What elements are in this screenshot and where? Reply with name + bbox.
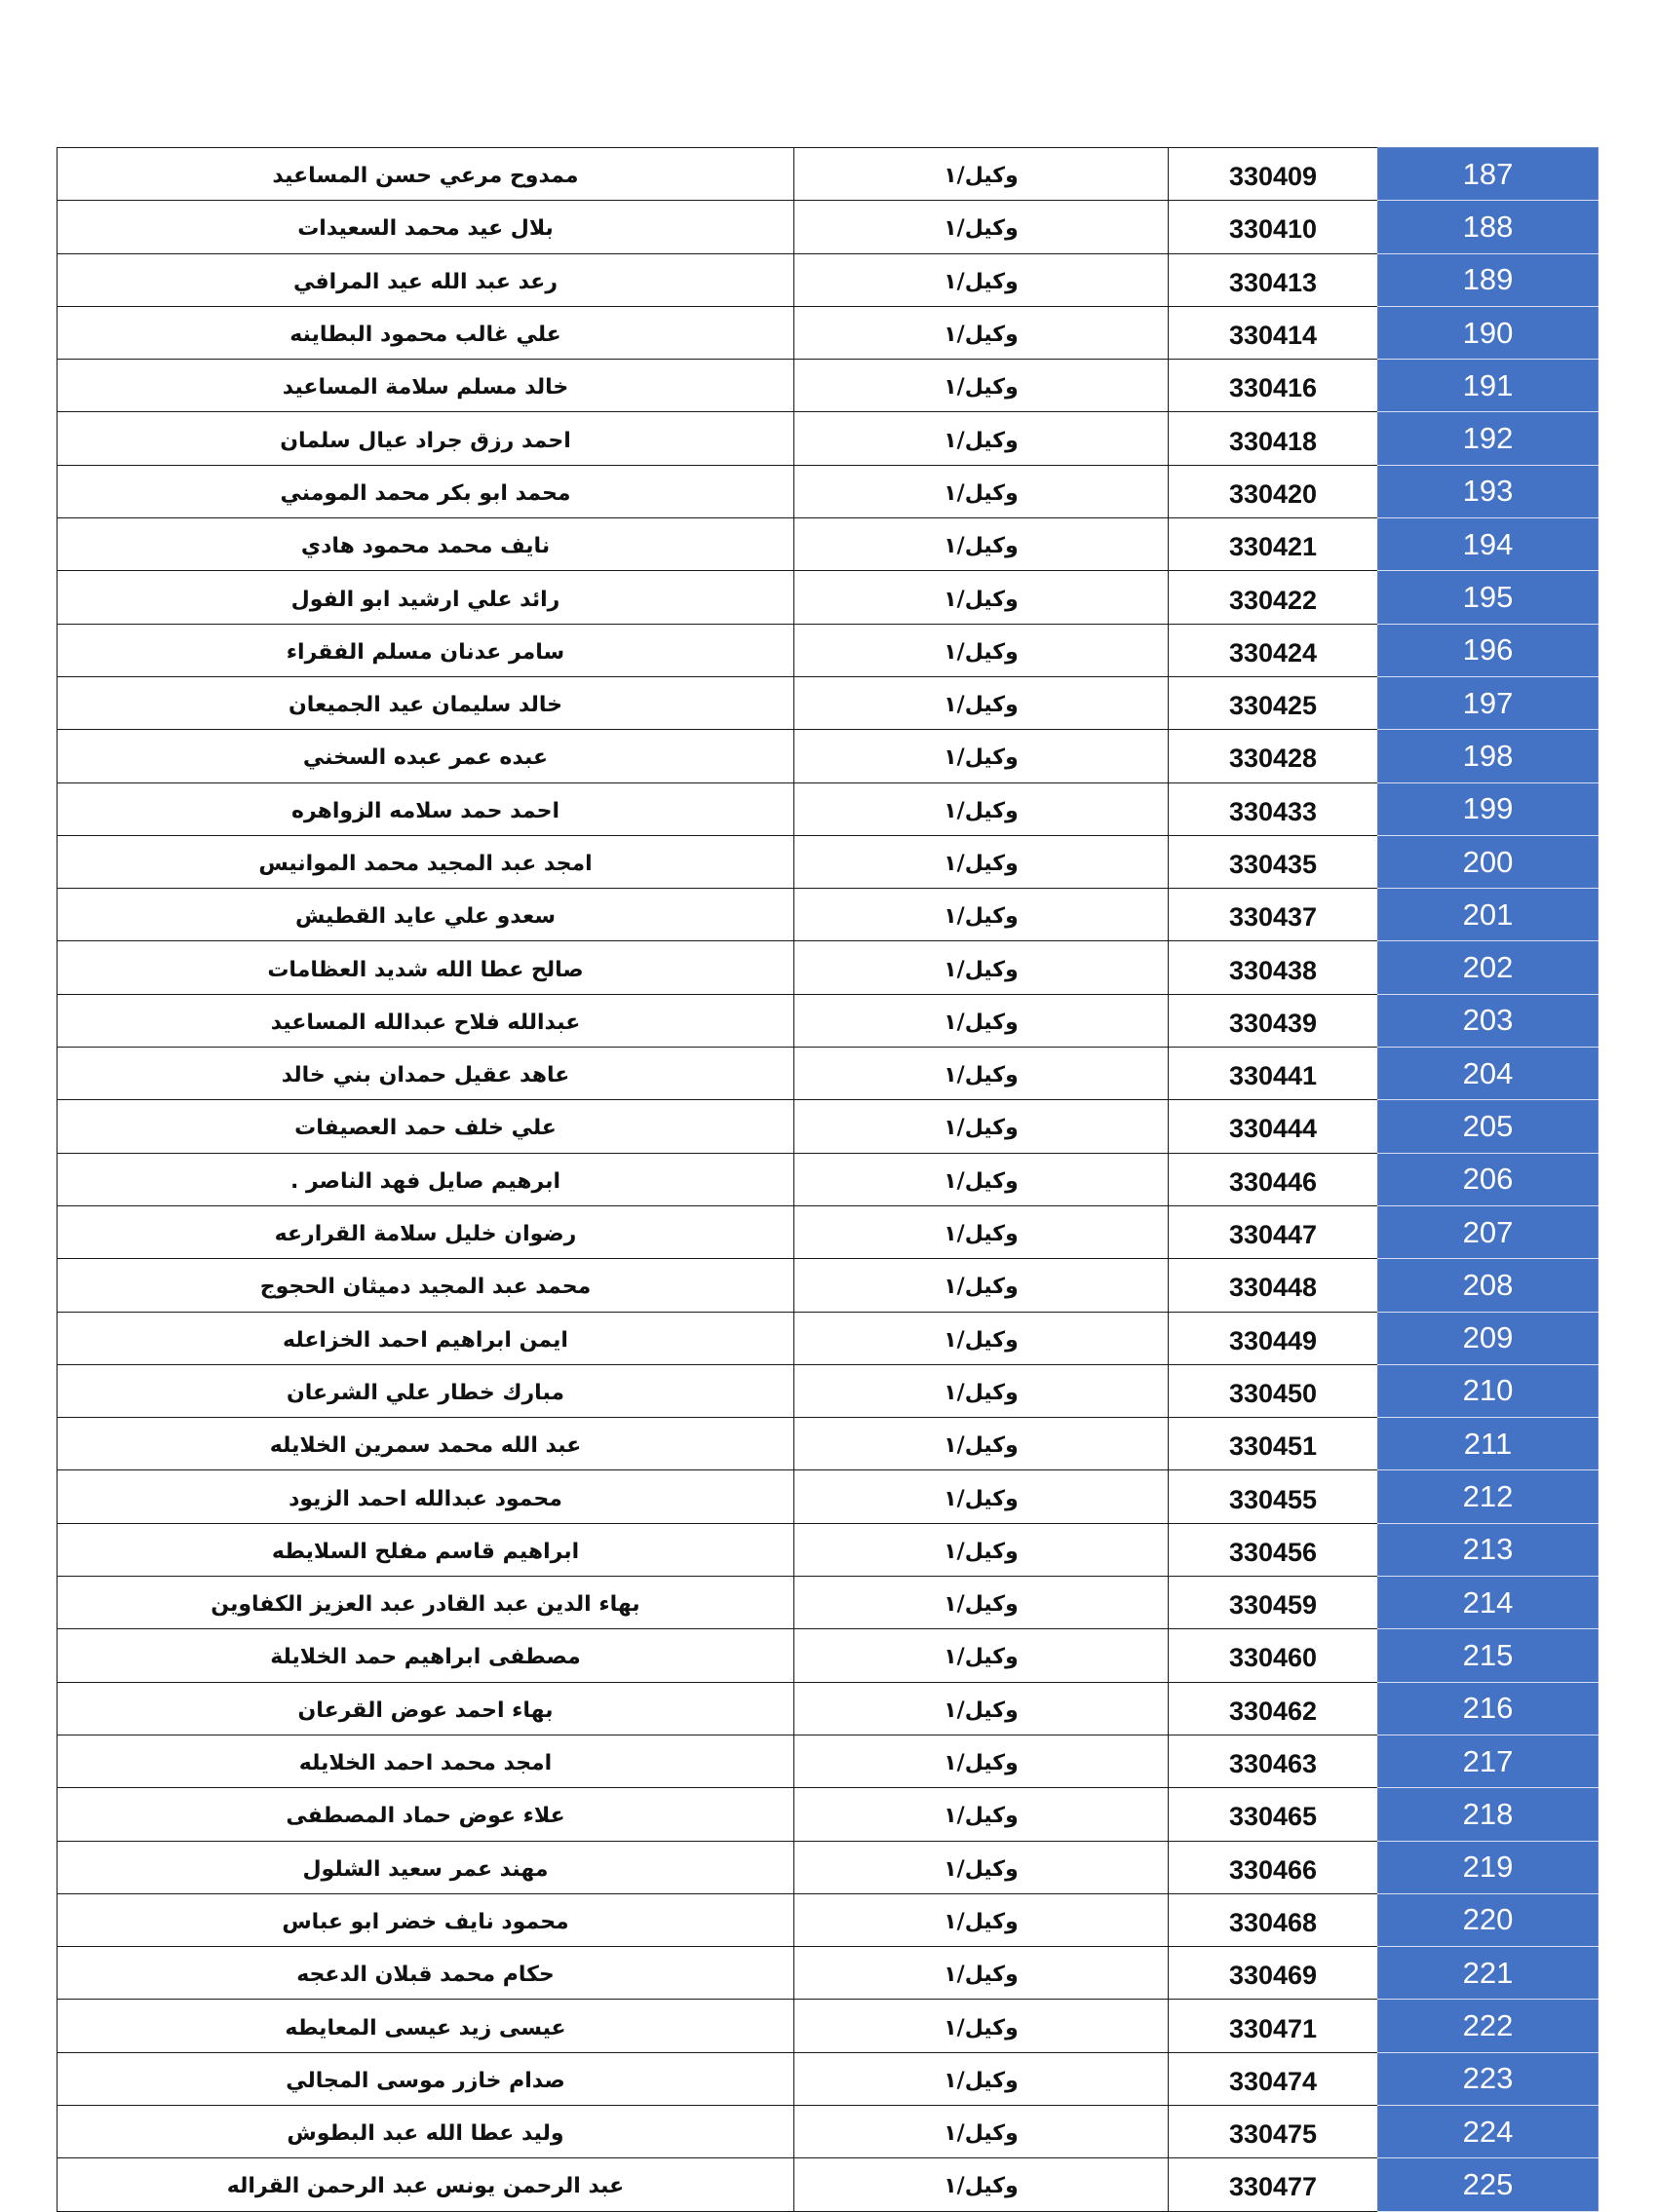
military-id-cell: 330468 [1169, 1893, 1378, 1946]
military-id-cell: 330437 [1169, 889, 1378, 941]
table-row [58, 994, 1599, 1047]
table-row [58, 1629, 1599, 1682]
full-name-cell: مصطفى ابراهيم حمد الخلايلة [58, 1629, 794, 1682]
military-id-cell: 330463 [1169, 1735, 1378, 1787]
military-id-cell: 330459 [1169, 1577, 1378, 1629]
rank-cell: وكيل/١ [794, 201, 1169, 253]
serial-number-cell: 199 [1378, 782, 1599, 835]
serial-number-cell: 202 [1378, 941, 1599, 994]
military-id-cell: 330413 [1169, 253, 1378, 306]
military-id-cell: 330474 [1169, 2052, 1378, 2105]
serial-number-cell: 223 [1378, 2052, 1599, 2105]
full-name-cell: سامر عدنان مسلم الفقراء [58, 624, 794, 676]
table-row [58, 1947, 1599, 2000]
serial-number-cell: 192 [1378, 412, 1599, 465]
rank-cell: وكيل/١ [794, 941, 1169, 994]
rank-cell: وكيل/١ [794, 518, 1169, 571]
rank-cell: وكيل/١ [794, 1205, 1169, 1258]
rank-cell: وكيل/١ [794, 2158, 1169, 2211]
rank-cell: وكيل/١ [794, 2052, 1169, 2105]
rank-cell: وكيل/١ [794, 1048, 1169, 1100]
military-id-cell: 330441 [1169, 1048, 1378, 1100]
table-row [58, 1893, 1599, 1946]
rank-cell: وكيل/١ [794, 1788, 1169, 1841]
serial-number-cell: 225 [1378, 2158, 1599, 2211]
table-row [58, 201, 1599, 253]
military-id-cell: 330460 [1169, 1629, 1378, 1682]
military-id-cell: 330455 [1169, 1470, 1378, 1523]
full-name-cell: مهند عمر سعيد الشلول [58, 1841, 794, 1893]
military-id-cell: 330418 [1169, 412, 1378, 465]
serial-number-cell: 224 [1378, 2105, 1599, 2157]
table-row [58, 835, 1599, 888]
serial-number-cell: 206 [1378, 1153, 1599, 1205]
rank-cell: وكيل/١ [794, 994, 1169, 1047]
serial-number-cell: 195 [1378, 571, 1599, 624]
military-id-cell: 330456 [1169, 1523, 1378, 1576]
serial-number-cell: 194 [1378, 518, 1599, 571]
full-name-cell: علي خلف حمد العصيفات [58, 1100, 794, 1153]
rank-cell: وكيل/١ [794, 2105, 1169, 2157]
serial-number-cell: 190 [1378, 306, 1599, 359]
serial-number-cell: 203 [1378, 994, 1599, 1047]
military-id-cell: 330465 [1169, 1788, 1378, 1841]
military-id-cell: 330420 [1169, 465, 1378, 517]
full-name-cell: حكام محمد قبلان الدعجه [58, 1947, 794, 2000]
military-id-cell: 330421 [1169, 518, 1378, 571]
serial-number-cell: 216 [1378, 1682, 1599, 1735]
table-row [58, 782, 1599, 835]
military-id-cell: 330425 [1169, 676, 1378, 729]
serial-number-cell: 222 [1378, 2000, 1599, 2052]
table-row [58, 1364, 1599, 1417]
table-row [58, 518, 1599, 571]
full-name-cell: خالد مسلم سلامة المساعيد [58, 360, 794, 412]
rank-cell: وكيل/١ [794, 1841, 1169, 1893]
serial-number-cell: 212 [1378, 1470, 1599, 1523]
military-id-cell: 330471 [1169, 2000, 1378, 2052]
rank-cell: وكيل/١ [794, 412, 1169, 465]
military-id-cell: 330447 [1169, 1205, 1378, 1258]
serial-number-cell: 210 [1378, 1364, 1599, 1417]
military-id-cell: 330466 [1169, 1841, 1378, 1893]
serial-number-cell: 207 [1378, 1205, 1599, 1258]
serial-number-cell: 189 [1378, 253, 1599, 306]
serial-number-cell: 198 [1378, 730, 1599, 782]
military-id-cell: 330449 [1169, 1312, 1378, 1364]
full-name-cell: نايف محمد محمود هادي [58, 518, 794, 571]
military-id-cell: 330428 [1169, 730, 1378, 782]
serial-number-cell: 188 [1378, 201, 1599, 253]
full-name-cell: عيسى زيد عيسى المعايطه [58, 2000, 794, 2052]
full-name-cell: عاهد عقيل حمدان بني خالد [58, 1048, 794, 1100]
rank-cell: وكيل/١ [794, 1577, 1169, 1629]
military-id-cell: 330444 [1169, 1100, 1378, 1153]
serial-number-cell: 187 [1378, 148, 1599, 201]
rank-cell: وكيل/١ [794, 835, 1169, 888]
full-name-cell: عبدالله فلاح عبدالله المساعيد [58, 994, 794, 1047]
full-name-cell: وليد عطا الله عبد البطوش [58, 2105, 794, 2157]
rank-cell: وكيل/١ [794, 1629, 1169, 1682]
full-name-cell: ايمن ابراهيم احمد الخزاعله [58, 1312, 794, 1364]
table-row [58, 148, 1599, 201]
table-row [58, 1682, 1599, 1735]
rank-cell: وكيل/١ [794, 782, 1169, 835]
table-row [58, 1100, 1599, 1153]
full-name-cell: احمد رزق جراد عيال سلمان [58, 412, 794, 465]
serial-number-cell: 201 [1378, 889, 1599, 941]
full-name-cell: صدام خازر موسى المجالي [58, 2052, 794, 2105]
table-row [58, 1470, 1599, 1523]
table-row [58, 465, 1599, 517]
serial-number-cell: 197 [1378, 676, 1599, 729]
table-row [58, 1048, 1599, 1100]
rank-cell: وكيل/١ [794, 571, 1169, 624]
rank-cell: وكيل/١ [794, 1153, 1169, 1205]
military-id-cell: 330409 [1169, 148, 1378, 201]
full-name-cell: صالح عطا الله شديد العظامات [58, 941, 794, 994]
full-name-cell: بلال عيد محمد السعيدات [58, 201, 794, 253]
full-name-cell: عبده عمر عبده السخني [58, 730, 794, 782]
serial-number-cell: 220 [1378, 1893, 1599, 1946]
rank-cell: وكيل/١ [794, 1312, 1169, 1364]
table-row [58, 1577, 1599, 1629]
rank-cell: وكيل/١ [794, 1470, 1169, 1523]
table-row [58, 1735, 1599, 1787]
table-row [58, 1418, 1599, 1470]
full-name-cell: بهاء الدين عبد القادر عبد العزيز الكفاوين [58, 1577, 794, 1629]
table-row [58, 1259, 1599, 1312]
table-row [58, 730, 1599, 782]
table-row [58, 1205, 1599, 1258]
table-row [58, 1523, 1599, 1576]
table-row [58, 360, 1599, 412]
serial-number-cell: 191 [1378, 360, 1599, 412]
serial-number-cell: 219 [1378, 1841, 1599, 1893]
personnel-table [57, 147, 1599, 2212]
rank-cell: وكيل/١ [794, 1735, 1169, 1787]
table-row [58, 941, 1599, 994]
rank-cell: وكيل/١ [794, 624, 1169, 676]
rank-cell: وكيل/١ [794, 1947, 1169, 2000]
rank-cell: وكيل/١ [794, 1523, 1169, 1576]
rank-cell: وكيل/١ [794, 148, 1169, 201]
serial-number-cell: 208 [1378, 1259, 1599, 1312]
full-name-cell: محمود عبدالله احمد الزيود [58, 1470, 794, 1523]
military-id-cell: 330448 [1169, 1259, 1378, 1312]
military-id-cell: 330424 [1169, 624, 1378, 676]
table-row [58, 676, 1599, 729]
full-name-cell: خالد سليمان عيد الجميعان [58, 676, 794, 729]
serial-number-cell: 204 [1378, 1048, 1599, 1100]
rank-cell: وكيل/١ [794, 1893, 1169, 1946]
military-id-cell: 330438 [1169, 941, 1378, 994]
table-row [58, 889, 1599, 941]
full-name-cell: احمد حمد سلامه الزواهره [58, 782, 794, 835]
serial-number-cell: 196 [1378, 624, 1599, 676]
full-name-cell: ابرهيم صايل فهد الناصر . [58, 1153, 794, 1205]
serial-number-cell: 213 [1378, 1523, 1599, 1576]
table-row [58, 624, 1599, 676]
rank-cell: وكيل/١ [794, 1682, 1169, 1735]
military-id-cell: 330422 [1169, 571, 1378, 624]
military-id-cell: 330414 [1169, 306, 1378, 359]
military-id-cell: 330475 [1169, 2105, 1378, 2157]
table-row [58, 2000, 1599, 2052]
full-name-cell: عبد الرحمن يونس عبد الرحمن القراله [58, 2158, 794, 2211]
serial-number-cell: 215 [1378, 1629, 1599, 1682]
military-id-cell: 330435 [1169, 835, 1378, 888]
full-name-cell: رضوان خليل سلامة القرارعه [58, 1205, 794, 1258]
table-row [58, 2052, 1599, 2105]
table-row [58, 1153, 1599, 1205]
full-name-cell: بهاء احمد عوض القرعان [58, 1682, 794, 1735]
rank-cell: وكيل/١ [794, 1418, 1169, 1470]
military-id-cell: 330446 [1169, 1153, 1378, 1205]
military-id-cell: 330477 [1169, 2158, 1378, 2211]
serial-number-cell: 214 [1378, 1577, 1599, 1629]
table-row [58, 412, 1599, 465]
full-name-cell: محمد ابو بكر محمد المومني [58, 465, 794, 517]
rank-cell: وكيل/١ [794, 730, 1169, 782]
full-name-cell: محمود نايف خضر ابو عباس [58, 1893, 794, 1946]
full-name-cell: سعدو علي عايد القطيش [58, 889, 794, 941]
full-name-cell: رائد علي ارشيد ابو الفول [58, 571, 794, 624]
military-id-cell: 330416 [1169, 360, 1378, 412]
military-id-cell: 330433 [1169, 782, 1378, 835]
full-name-cell: علاء عوض حماد المصطفى [58, 1788, 794, 1841]
military-id-cell: 330410 [1169, 201, 1378, 253]
full-name-cell: عبد الله محمد سمرين الخلايله [58, 1418, 794, 1470]
serial-number-cell: 211 [1378, 1418, 1599, 1470]
serial-number-cell: 205 [1378, 1100, 1599, 1153]
full-name-cell: رعد عبد الله عيد المرافي [58, 253, 794, 306]
rank-cell: وكيل/١ [794, 1100, 1169, 1153]
table-row [58, 2105, 1599, 2157]
full-name-cell: امجد محمد احمد الخلايله [58, 1735, 794, 1787]
full-name-cell: علي غالب محمود البطاينه [58, 306, 794, 359]
full-name-cell: مبارك خطار علي الشرعان [58, 1364, 794, 1417]
military-id-cell: 330439 [1169, 994, 1378, 1047]
table-row [58, 2158, 1599, 2211]
rank-cell: وكيل/١ [794, 676, 1169, 729]
serial-number-cell: 221 [1378, 1947, 1599, 2000]
military-id-cell: 330462 [1169, 1682, 1378, 1735]
table-row [58, 306, 1599, 359]
rank-cell: وكيل/١ [794, 2000, 1169, 2052]
full-name-cell: امجد عبد المجيد محمد الموانيس [58, 835, 794, 888]
full-name-cell: ممدوح مرعي حسن المساعيد [58, 148, 794, 201]
full-name-cell: محمد عبد المجيد دميثان الحجوج [58, 1259, 794, 1312]
serial-number-cell: 209 [1378, 1312, 1599, 1364]
military-id-cell: 330469 [1169, 1947, 1378, 2000]
table-row [58, 1312, 1599, 1364]
rank-cell: وكيل/١ [794, 360, 1169, 412]
rank-cell: وكيل/١ [794, 889, 1169, 941]
rank-cell: وكيل/١ [794, 465, 1169, 517]
full-name-cell: ابراهيم قاسم مفلح السلايطه [58, 1523, 794, 1576]
rank-cell: وكيل/١ [794, 253, 1169, 306]
serial-number-cell: 217 [1378, 1735, 1599, 1787]
rank-cell: وكيل/١ [794, 306, 1169, 359]
personnel-table-body [58, 148, 1599, 2212]
table-row [58, 1841, 1599, 1893]
rank-cell: وكيل/١ [794, 1364, 1169, 1417]
serial-number-cell: 193 [1378, 465, 1599, 517]
military-id-cell: 330451 [1169, 1418, 1378, 1470]
military-id-cell: 330450 [1169, 1364, 1378, 1417]
table-row [58, 571, 1599, 624]
serial-number-cell: 200 [1378, 835, 1599, 888]
table-row [58, 253, 1599, 306]
serial-number-cell: 218 [1378, 1788, 1599, 1841]
table-row [58, 1788, 1599, 1841]
rank-cell: وكيل/١ [794, 1259, 1169, 1312]
